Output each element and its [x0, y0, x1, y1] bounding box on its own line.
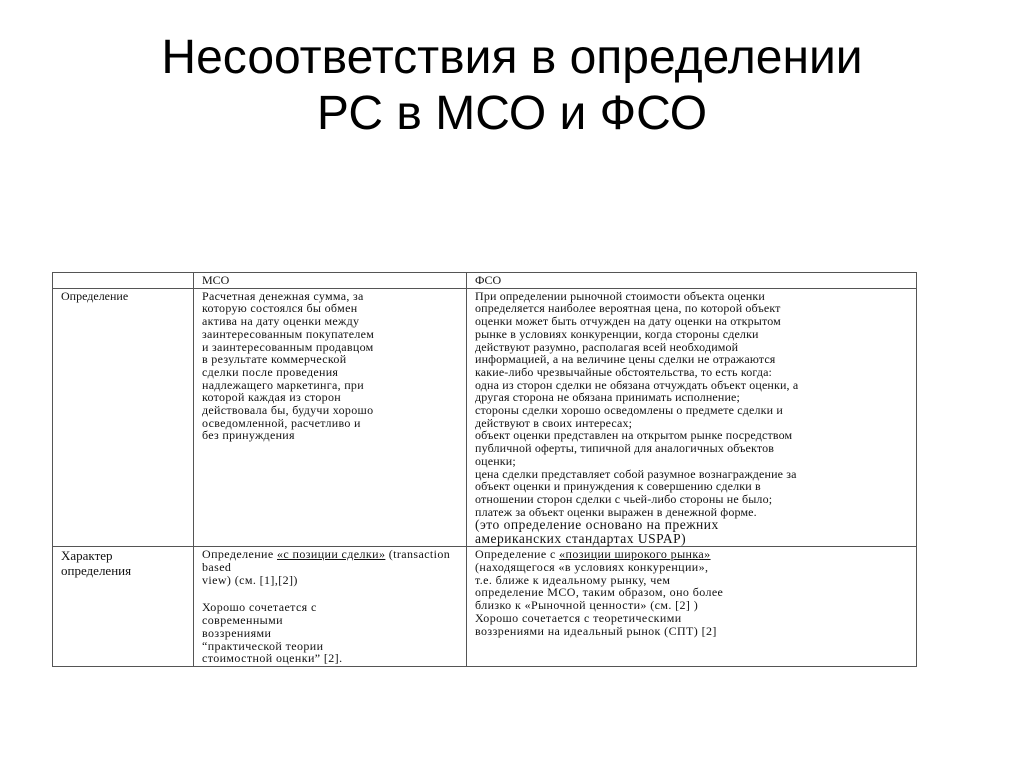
- mco-def-line: и заинтересованным продавцом: [202, 339, 374, 354]
- mco-nature-text: (transaction based: [202, 547, 451, 575]
- fso-def-line: объект оценки представлен на открытом рынке посредством: [475, 428, 793, 443]
- mco-def-line: которую состоялся бы обмен: [202, 301, 358, 316]
- fso-def-line: какие-либо чрезвычайные обстоятельства, то есть когда:: [475, 364, 773, 379]
- mco-def-line: без принуждения: [202, 428, 295, 443]
- fso-note-line: (это определение основано на прежних: [475, 517, 719, 533]
- fso-def-line: публичной оферты, типичной для аналогичных объектов: [475, 441, 775, 456]
- fso-nature-line: Хорошо сочетается с теоретическими: [475, 610, 682, 625]
- definition-row: [53, 288, 917, 547]
- fso-nature-prefix: Определение с: [475, 547, 560, 562]
- mco-nature-link: «с позиции сделки»: [276, 547, 386, 562]
- fso-def-line: действуют в своих интересах;: [475, 415, 633, 430]
- fso-nature-line: определение МСО, таким образом, оно более: [475, 585, 724, 600]
- fso-nature-line: близко к «Рыночной ценности» (см. [2] ): [475, 598, 699, 613]
- mco-nature-p2-line: воззрениями: [202, 625, 272, 640]
- mco-definition-cell: [194, 288, 467, 547]
- fso-def-line: объект оценки и принуждения к совершению сделки в: [475, 479, 761, 494]
- fso-def-line: действуют разумно, располагая всей необходимой: [475, 339, 739, 354]
- fso-definition-cell: [467, 288, 917, 547]
- comparison-table: [52, 272, 917, 667]
- header-row: [53, 273, 917, 289]
- paragraph-gap: [202, 586, 460, 601]
- mco-def-line: осведомленной, расчетливо и: [202, 415, 361, 430]
- mco-def-line: Расчетная денежная сумма, за: [202, 288, 364, 303]
- fso-nature-link: «позиции широкого рынка»: [559, 547, 711, 562]
- fso-nature-line: воззрениями на идеальный рынок (СПТ) [2]: [475, 623, 717, 638]
- fso-nature-line: (находящегося «в условиях конкуренции»,: [475, 560, 709, 575]
- slide-title-line1: Несоответствия в определении: [161, 31, 863, 84]
- slide-title: [40, 30, 984, 142]
- row-label-definition: Определение: [53, 288, 194, 547]
- fso-def-line: стороны сделки хорошо осведомлены о предмете сделки и: [475, 403, 783, 418]
- nature-row: [53, 547, 917, 667]
- fso-def-line: оценки;: [475, 453, 516, 468]
- fso-def-line: одна из сторон сделки не обязана отчуждать объект оценки, а: [475, 377, 799, 392]
- mco-nature-text: view) (см. [1],[2]): [202, 572, 298, 587]
- row-label-nature-line1: Характер: [61, 548, 113, 564]
- fso-def-line: рынке в условиях конкуренции, когда стороны сделки: [475, 326, 759, 341]
- mco-nature-p2-line: стоимостной оценки” [2].: [202, 651, 343, 666]
- fso-def-line: При определении рыночной стоимости объекта оценки: [475, 288, 765, 303]
- fso-nature-line: т.е. ближе к идеальному рынку, чем: [475, 572, 671, 587]
- fso-def-line: платеж за объект оценки выражен в денежной форме.: [475, 504, 757, 519]
- fso-def-line: цена сделки представляет собой разумное вознаграждение за: [475, 466, 797, 481]
- mco-nature-p2-line: современными: [202, 613, 283, 628]
- fso-note-line: американских стандартах USPAP): [475, 530, 687, 546]
- mco-def-line: действовала бы, будучи хорошо: [202, 403, 374, 418]
- fso-def-line: информацией, а на величине цены сделки не отражаются: [475, 352, 776, 367]
- fso-nature-cell: [467, 547, 917, 667]
- fso-def-line: другая сторона не обязана принимать исполнение;: [475, 390, 740, 405]
- mco-nature-p2-line: “практической теории: [202, 638, 324, 653]
- fso-def-line: определяется наиболее вероятная цена, по которой объект: [475, 301, 781, 316]
- header-empty: [53, 273, 194, 289]
- row-label-nature: [53, 547, 194, 667]
- header-mco: МСО: [194, 273, 467, 289]
- mco-def-line: сделки после проведения: [202, 364, 339, 379]
- mco-def-line: заинтересованным покупателем: [202, 326, 375, 341]
- mco-nature-cell: [194, 547, 467, 667]
- mco-def-line: которой каждая из сторон: [202, 390, 341, 405]
- mco-def-line: актива на дату оценки между: [202, 314, 360, 329]
- mco-def-line: в результате коммерческой: [202, 352, 347, 367]
- mco-def-line: надлежащего маркетинга, при: [202, 377, 364, 392]
- fso-def-line: оценки может быть отчужден на дату оценки на открытом: [475, 314, 781, 329]
- mco-nature-prefix: Определение: [202, 547, 277, 562]
- slide-title-line2: РС в МСО и ФСО: [316, 87, 708, 140]
- row-label-nature-line2: определения: [61, 563, 132, 579]
- header-fso: ФСО: [467, 273, 917, 289]
- fso-def-line: отношении сторон сделки с чьей-либо стороны не было;: [475, 491, 773, 506]
- mco-nature-p2-line: Хорошо сочетается с: [202, 600, 317, 615]
